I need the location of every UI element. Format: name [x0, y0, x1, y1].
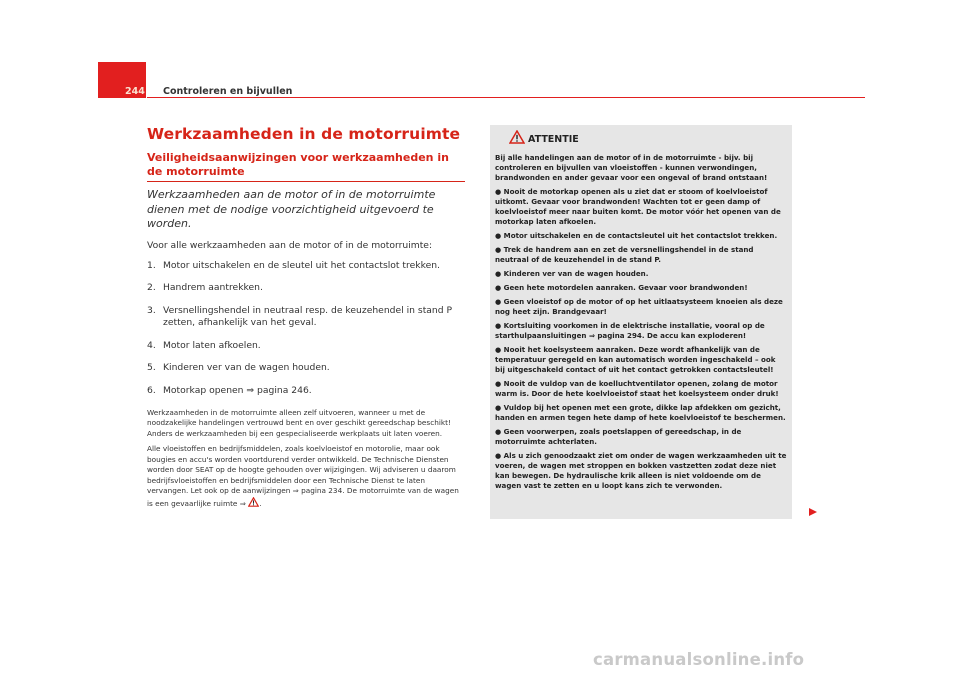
warning-item: ● Geen hete motordelen aanraken. Gevaar voor brandwonden!	[495, 283, 748, 293]
page-title: Werkzaamheden in de motorruimte	[147, 125, 461, 143]
warning-item: ● Trek de handrem aan en zet de versnellingshendel in de stand neutraal of de keuzehendel in de stand P.	[495, 245, 754, 265]
warning-item: ● Nooit de vuldop van de koelluchtventilator openen, zolang de motor warm is. Door de hete koelvloeistof staat het koelsysteem onder druk!	[495, 378, 779, 399]
header-divider	[147, 97, 865, 98]
warning-item: ● Als u zich genoodzaakt ziet om onder de wagen werkzaamheden uit te voeren, de wagen met stroppen en bokken vastzetten zodat deze niet kan bewegen. De hydraulische krik alleen is niet voldoende om de wagen vast te zetten en u loopt kans zich te verwonden.	[495, 450, 787, 491]
warning-triangle-icon[interactable]	[248, 497, 259, 507]
page-number: 244	[125, 86, 145, 97]
warning-triangle-icon	[509, 130, 525, 144]
note-text: Werkzaamheden in de motorruimte alleen zelf uitvoeren, wanneer u met de noodzakelijke handelingen vertrouwd bent en over geschikt gereedschap beschikt! Anders de werkzaamheden bij een gespecialiseerde werkplaats uit laten voeren.	[147, 407, 451, 438]
list-item: 3. Versnellingshendel in neutraal resp. de keuzehendel in stand P zetten, afhankelijk van het geval.	[147, 304, 453, 328]
watermark: carmanualsonline.info	[593, 650, 805, 669]
warning-item: ● Geen vloeistof op de motor of op het uitlaatsysteem knoeien als deze nog heet zijn. Brandgevaar!	[495, 296, 783, 316]
intro-text: Werkzaamheden aan de motor of in de motorruimte dienen met de nodige voorzichtigheid uitgevoerd te worden.	[147, 188, 436, 230]
step-list	[147, 260, 465, 397]
list-item: 4. Motor laten afkoelen.	[147, 339, 261, 351]
warning-item: ● Vuldop bij het openen met een grote, dikke lap afdekken om gezicht, handen en armen tegen hete damp of hete koelvloeistof te beschermen.	[495, 402, 786, 423]
warning-item: ● Nooit het koelsysteem aanraken. Deze wordt afhankelijk van de temperatuur geregeld en kan automatisch worden ingeschakeld – ook bij uitgeschakeld contact of uit het contact getrokken contactsleutel!	[495, 344, 776, 375]
section-title: Controleren en bijvullen	[163, 86, 293, 97]
warning-item: ● Motor uitschakelen en de contactsleutel uit het contactslot trekken.	[495, 231, 778, 241]
left-column	[147, 125, 465, 514]
warning-item: ● Kinderen ver van de wagen houden.	[495, 269, 649, 279]
page-link[interactable]: Motorkap openen ⇒ pagina 246.	[163, 384, 312, 396]
list-item: 6. Motorkap openen ⇒ pagina 246.	[147, 384, 312, 396]
next-page-arrow-icon[interactable]	[808, 507, 818, 517]
warning-body	[495, 153, 787, 495]
warning-item: ● Kortsluiting voorkomen in de elektrische installatie, vooral op de starthulpaansluitingen ⇒ pagina 294. De accu kan exploderen!	[495, 320, 765, 340]
subsection-divider	[147, 181, 465, 182]
warning-item: ● Geen voorwerpen, zoals poetslappen of gereedschap, in de motorruimte achterlaten.	[495, 426, 742, 447]
warning-item: ● Nooit de motorkap openen als u ziet dat er stoom of koelvloeistof uitkomt. Gevaar voor brandwonden! Wachten tot er geen damp of koelvloeistof meer naar buiten komt. De motor vóór het openen van de motorkap laten afkoelen.	[495, 187, 781, 227]
list-item: 1. Motor uitschakelen en de sleutel uit het contactslot trekken.	[147, 259, 440, 271]
warning-intro: Bij alle handelingen aan de motor of in de motorruimte - bijv. bij controleren en bijvullen van vloeistoffen - kunnen verwondingen, brandwonden en ander gevaar voor een ongeval of brand ontstaan!	[495, 153, 768, 183]
note-text-2: Alle vloeistoffen en bedrijfsmiddelen, zoals koelvloeistof en motorolie, maar ook bougies en accu's worden voortdurend verder ontwikkeld. De Technische Diensten worden door SEAT op de hoogte gehouden over wijzigingen. Wij adviseren u daarom bedrijfsvloeistoffen en bedrijfsmiddelen door een Technische Dienst te laten vervangen. Let ook op de aanwijzingen ⇒ pagina 234. De motorruimte van de wagen is een gevaarlijke ruimte ⇒ .	[147, 444, 459, 508]
warning-heading: ATTENTIE	[528, 134, 579, 145]
warning-box	[490, 125, 792, 519]
lead-text: Voor alle werkzaamheden aan de motor of in de motorruimte:	[147, 239, 433, 251]
subsection-title: Veiligheidsaanwijzingen voor werkzaamheden in de motorruimte	[147, 151, 449, 178]
list-item: 2. Handrem aantrekken.	[147, 282, 263, 294]
list-item: 5. Kinderen ver van de wagen houden.	[147, 362, 330, 374]
